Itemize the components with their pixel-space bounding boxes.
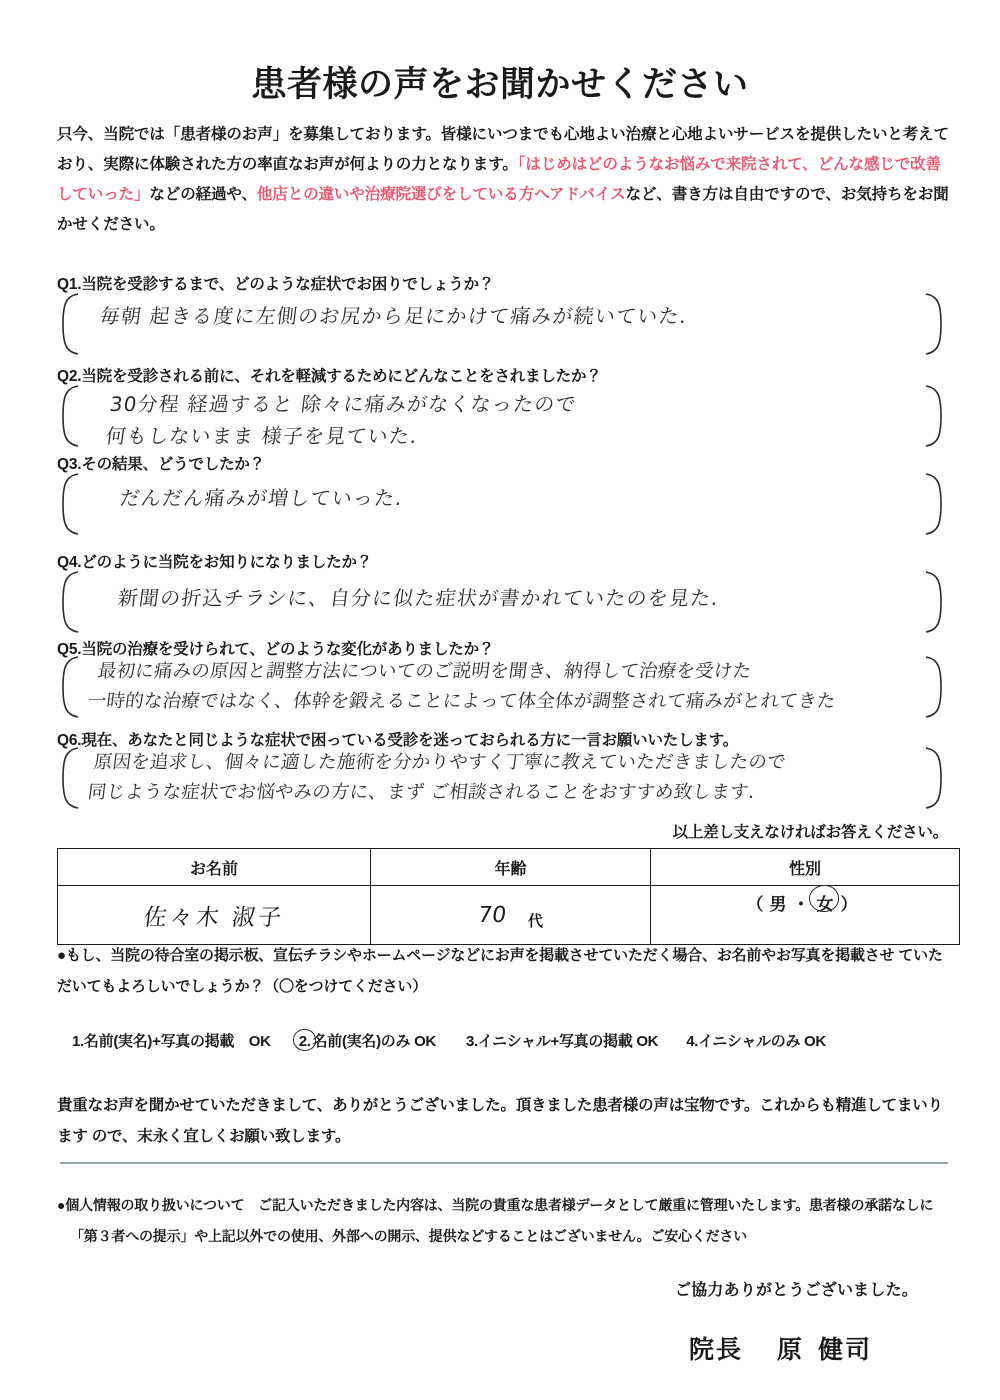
respondent-info-table [57,848,960,945]
director-signature [0,1330,1000,1366]
question-label-q5: Q5.当院の治療を受けられて、どのような変化がありましたか？ [57,641,495,658]
intro-text-part1: 只今、当院では「患者様のお声」を募集しております。皆様にいつまでも心地よい治療と心地よいサービスを提供したいと考えており、実際に体験された方の率直なお声が何よりの力となります。 [57,126,949,173]
option-4[interactable] [686,1030,826,1051]
age-group [478,903,543,928]
handwritten-answer-q2-line1: 30分程 経過すると 除々に痛みがなくなったので [108,392,579,416]
privacy-policy-text [57,1190,952,1252]
intro-text-red1: 「はじめはどのようなお悩みで来院されて、どんな感じで改善していった」 [57,156,941,203]
sex-option-female-selected[interactable]: 女 [816,890,841,915]
cell-age-value[interactable] [371,886,651,945]
consent-line-1: ●もし、当院の待合室の掲示板、宣伝チラシやホームページなどにお声を掲載させていただく場合、お名前やお写真を掲載させ [57,947,895,964]
option-3[interactable] [466,1030,658,1051]
header-sex: 性別 [651,849,960,886]
question-label-q4: Q4.どのように当院をお知りになりましたか？ [57,554,373,571]
table-value-row [58,886,960,945]
bracket-left-icon [58,384,80,448]
question-label-q3: Q3.その結果、どうでしたか？ [57,456,265,473]
handwritten-answer-q6-line1: 原因を追求し、個々に適した施術を分かりやすく丁寧に教えていただきましたので [92,752,788,773]
age-unit-label: 代 [527,912,543,930]
option-2-label: 名前(実名)のみ OK [312,1033,436,1050]
intro-text-red2: 他店との違いや治療院選びをしている方へアドバイス [256,186,626,203]
handwritten-answer-q1-line1: 毎朝 起きる度に左側のお尻から足にかけて痛みが続いていた. [98,304,689,328]
bracket-left-icon [58,472,80,536]
cell-name-value[interactable] [58,886,371,945]
option-4-label: イニシャルのみ OK [698,1033,826,1050]
closing-message: ご協力ありがとうございました。 [674,1282,918,1299]
privacy-line-2: 「第３者への提示」や上記以外での使用、外部への開示、提供などすることはございません。ご安心ください [70,1228,748,1244]
answer-box-q1 [58,292,946,356]
answer-box-q4 [58,570,946,634]
bracket-right-icon [924,472,946,536]
bracket-left-icon [58,570,80,634]
bracket-right-icon [924,655,946,719]
option-3-number: 3. [465,1033,478,1050]
section-divider [60,1162,948,1164]
option-1-label: 名前(実名)+写真の掲載 OK [83,1033,271,1050]
handwritten-answer-q4-line1: 新聞の折込チラシに、自分に似た症状が書かれていたのを見た. [116,586,721,610]
answer-box-q5 [58,655,946,719]
intro-text-part2: などの経過や、 [149,186,257,203]
thanks-line-2: ので、末永く宜しくお願い致します。 [91,1128,351,1145]
table-header-row [58,849,960,886]
publication-options-row [72,1030,962,1051]
intro-paragraph [57,120,952,240]
bracket-right-icon [924,746,946,810]
publication-consent-text [57,940,952,1002]
option-4-number: 4. [686,1033,699,1050]
page-title: 患者様の声をお聞かせください [251,65,749,104]
privacy-line-1: ●個人情報の取り扱いについて ご記入いただきました内容は、当院の貴重な患者様データとして厳重に管理いたします。患者様の承諾なしに [57,1197,934,1213]
thanks-line-1: 貴重なお声を聞かせていただきまして、ありがとうございました。頂きました患者様の声は宝物です。これからも精進してまいります [57,1097,943,1145]
option-2-selected[interactable] [297,1030,436,1051]
bracket-left-icon [58,292,80,356]
option-1[interactable] [72,1030,271,1051]
handwritten-answer-q5-line2: 一時的な治療ではなく、体幹を鍛えることによって体全体が調整されて痛みがとれてきた [86,691,837,712]
consent-line-2: ていただいてもよろしいでしょうか？（〇をつけてください） [57,947,943,995]
handwritten-name: 佐々木 淑子 [141,904,286,931]
intro-text-part3: など、書き方は自由ですので、お気持ちをお聞かせください。 [57,186,949,233]
header-name: お名前 [58,849,371,886]
thank-you-text [57,1090,952,1152]
handwritten-answer-q5-line1: 最初に痛みの原因と調整方法についてのご説明を聞き、納得して治療を受けた [96,661,753,682]
answer-box-q6 [58,746,946,810]
director-role: 院長 [688,1336,743,1364]
director-family-name: 原 [776,1336,804,1364]
bracket-right-icon [924,292,946,356]
answer-optional-note: 以上差し支えなければお答えください。 [672,824,948,841]
sex-paren-open: （ [746,895,770,914]
bracket-right-icon [924,384,946,448]
handwritten-answer-q6-line2: 同じような症状でお悩やみの方に、まず ご相談されることをおすすめ致します. [86,782,756,803]
option-2-number: 2. [298,1033,311,1050]
cell-sex-value[interactable] [651,886,960,945]
question-label-q1: Q1.当院を受診するまで、どのような症状でお困りでしょうか？ [57,276,495,293]
sex-separator: ・ [792,895,816,914]
sex-paren-close: ） [840,895,864,914]
bracket-right-icon [924,570,946,634]
director-given-name: 健司 [817,1336,872,1364]
option-3-label: イニシャル+写真の掲載 OK [477,1033,659,1050]
handwritten-answer-q3-line1: だんだん痛みが増していった. [118,486,405,510]
question-label-q2: Q2.当院を受診される前に、それを軽減するためにどんなことをされましたか？ [57,368,602,385]
bracket-left-icon [58,655,80,719]
sex-option-male[interactable]: 男 [769,895,793,914]
bracket-left-icon [58,746,80,810]
option-1-number: 1. [72,1033,84,1050]
handwritten-age: 70 [476,902,508,928]
header-age: 年齢 [371,849,651,886]
answer-box-q3 [58,472,946,536]
question-label-q6: Q6.現在、あなたと同じような症状で困っている受診を迷っておられる方に一言お願いいたします。 [57,732,739,749]
answer-box-q2 [58,384,946,448]
handwritten-answer-q2-line2: 何もしないまま 様子を見ていた. [104,424,420,448]
sex-choice-group [651,890,959,915]
